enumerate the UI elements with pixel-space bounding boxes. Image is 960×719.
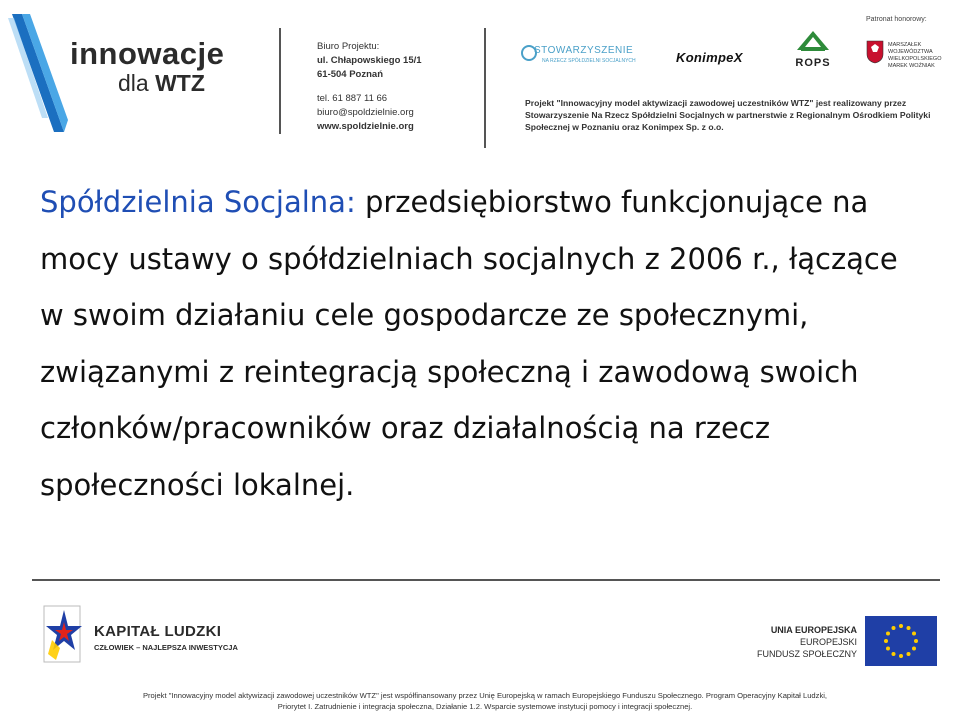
- office-phone: tel. 61 887 11 66: [317, 93, 388, 104]
- rops-text: ROPS: [795, 57, 831, 69]
- eu-star-icon: [892, 652, 896, 656]
- eu-star-icon: [884, 639, 888, 643]
- logo-wtz: WTZ: [155, 70, 205, 96]
- kapital-ludzki-star-icon: [42, 604, 84, 664]
- eu-line-1: UNIA EUROPEJSKA: [770, 625, 857, 635]
- definition-paragraph: [40, 174, 930, 513]
- eu-star-icon: [907, 626, 911, 630]
- eu-star-icon: [886, 647, 890, 651]
- kapital-ludzki-title: KAPITAŁ LUDZKI: [94, 623, 222, 640]
- eu-star-icon: [912, 632, 916, 636]
- stowarzyszenie-subtitle: NA RZECZ SPÓŁDZIELNI SOCJALNYCH: [542, 58, 636, 64]
- eu-star-icon: [914, 639, 918, 643]
- eu-fund-label: [735, 624, 857, 660]
- eu-flag-icon: [865, 616, 937, 666]
- cofinancing-note: Projekt "Innowacyjny model aktywizacji zawodowej uczestników WTZ" jest współfinansowany przez Unię Europejską w ramach Europejskiego Funduszu Społecznego. Program Operacyjny Kapitał Ludzki, Priorytet I. Zatrudnienie i integracja społeczna, Działanie 1.2. Wsparcie systemowe instytucji pomocy i integracji społecznej.: [142, 691, 828, 711]
- office-email[interactable]: biuro@spoldzielnie.org: [317, 107, 414, 118]
- eu-line-3: FUNDUSZ SPOŁECZNY: [756, 649, 857, 659]
- rops-logo: [790, 30, 836, 69]
- eu-star-icon: [892, 626, 896, 630]
- stowarzyszenie-logo: [520, 44, 670, 66]
- patronat-label: Patronat honorowy:: [866, 16, 927, 23]
- project-office-contact: [317, 40, 477, 134]
- konimpex-logo: KonimpeX: [676, 50, 743, 65]
- project-description: Projekt "Innowacyjny model aktywizacji zawodowej uczestników WTZ" jest realizowany przez Stowarzyszenie Na Rzecz Spółdzielni Socjalnych w partnerstwie z Regionalnym Ośrodkiem Polityki Społecznej w Poznaniu oraz Konimpex Sp. z o.o.: [525, 98, 931, 132]
- stowarzyszenie-name: STOWARZYSZENIE: [534, 45, 634, 56]
- logo-text-innowacje: innowacje: [70, 36, 225, 71]
- eu-star-icon: [912, 647, 916, 651]
- office-label: Biuro Projektu:: [317, 41, 380, 52]
- eu-star-icon: [886, 632, 890, 636]
- office-city: 61-504 Poznań: [317, 69, 383, 80]
- rops-icon: [793, 30, 833, 52]
- innowacje-logo-mark: [8, 8, 98, 143]
- wielkopolska-crest-icon: [866, 40, 884, 64]
- logo-dla: dla: [118, 70, 149, 96]
- header-divider-1: [279, 28, 281, 134]
- header-divider-2: [484, 28, 486, 148]
- eu-line-2: EUROPEJSKI: [799, 637, 857, 647]
- eu-star-icon: [907, 652, 911, 656]
- office-street: ul. Chłapowskiego 15/1: [317, 55, 422, 66]
- patronat-name: MARSZAŁEK WOJEWÓDZTWA WIELKOPOLSKIEGO MAREK WOŹNIAK: [888, 42, 942, 69]
- logo-text-dla-wtz: [118, 70, 205, 97]
- kapital-ludzki-subtitle: CZŁOWIEK – NAJLEPSZA INWESTYCJA: [94, 643, 238, 652]
- office-website[interactable]: www.spoldzielnie.org: [317, 121, 414, 132]
- eu-star-icon: [899, 654, 903, 658]
- eu-star-icon: [899, 624, 903, 628]
- footer-divider: [32, 579, 940, 581]
- definition-text: przedsiębiorstwo funkcjonujące na mocy ustawy o spółdzielniach socjalnych z 2006 r., łączące w swoim działaniu cele gospodarcze ze społecznymi, związanymi z reintegracją społeczną i zawodową swoich członków/pracowników oraz działalnością na rzecz społeczności lokalnej.: [40, 185, 898, 502]
- definition-term: Spółdzielnia Socjalna:: [40, 185, 356, 219]
